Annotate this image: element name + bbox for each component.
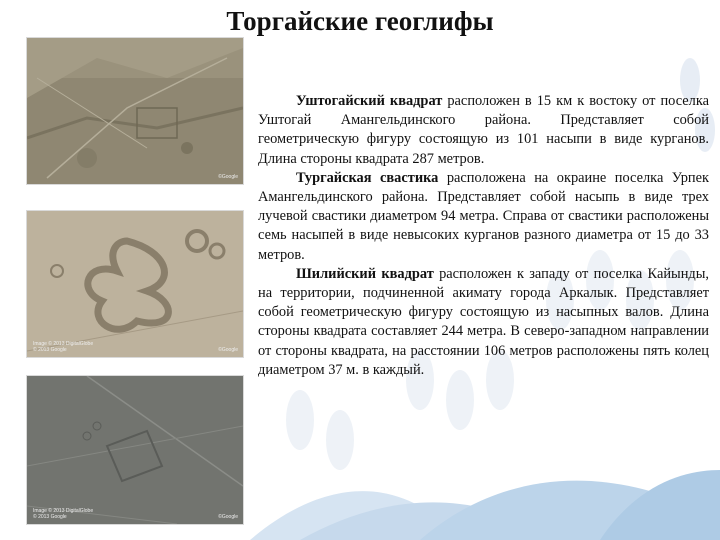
- paragraph-ushtogay-square: [258, 92, 709, 169]
- photo-credit: Image © 2013 DigitalGlobe © 2013 Google: [33, 508, 94, 520]
- photo-credit: ©Google: [218, 514, 238, 520]
- paragraph-heading: Тургайская свастика: [296, 169, 439, 186]
- paragraph-body: расположена на окраине поселка Урпек Амангельдинского района. Представляет собой насыпь в виде трех лучевой свастики диаметром 94 метра. Справа от свастики расположены семь насыпей в виде невысоких курганов разного диаметра от 15 до 33 метров.: [258, 169, 709, 263]
- paragraph-heading: Уштогайский квадрат: [296, 93, 443, 109]
- satellite-photo-shiliy-square: [27, 376, 243, 524]
- satellite-photo-turgay-swastika: [27, 211, 243, 357]
- page-title: Торгайские геоглифы: [226, 6, 494, 36]
- photo-credit: ©Google: [218, 174, 238, 180]
- paragraph-shiliy-square: [258, 265, 709, 380]
- photo-credit: ©Google: [218, 347, 238, 353]
- paragraph-heading: Шилийский квадрат: [296, 265, 434, 282]
- satellite-photo-ushtogay-square: [27, 38, 243, 184]
- paragraph-body: расположен к западу от поселка Кайынды, на территории, подчиненной акимату города Аркалык. Представляет собой геометрическую фигуру состоящую из насыпных валов. Длина стороны квадрата составляет 244 метра. В северо-западном направлении от стороны квадрата, на расстоянии 106 метров расположены пять колец диаметром 37 м. в каждый.: [258, 265, 709, 378]
- description-text: [258, 92, 709, 380]
- paragraph-turgay-swastika: [258, 169, 709, 265]
- paragraph-body: расположен в 15 км к востоку от поселка Уштогай Амангельдинского района. Представляет собой геометрическую фигуру состоящую из 101 насыпи в виде курганов. Длина стороны квадрата 287 метров.: [258, 93, 709, 167]
- photo-credit: Image © 2013 DigitalGlobe © 2013 Google: [33, 341, 94, 353]
